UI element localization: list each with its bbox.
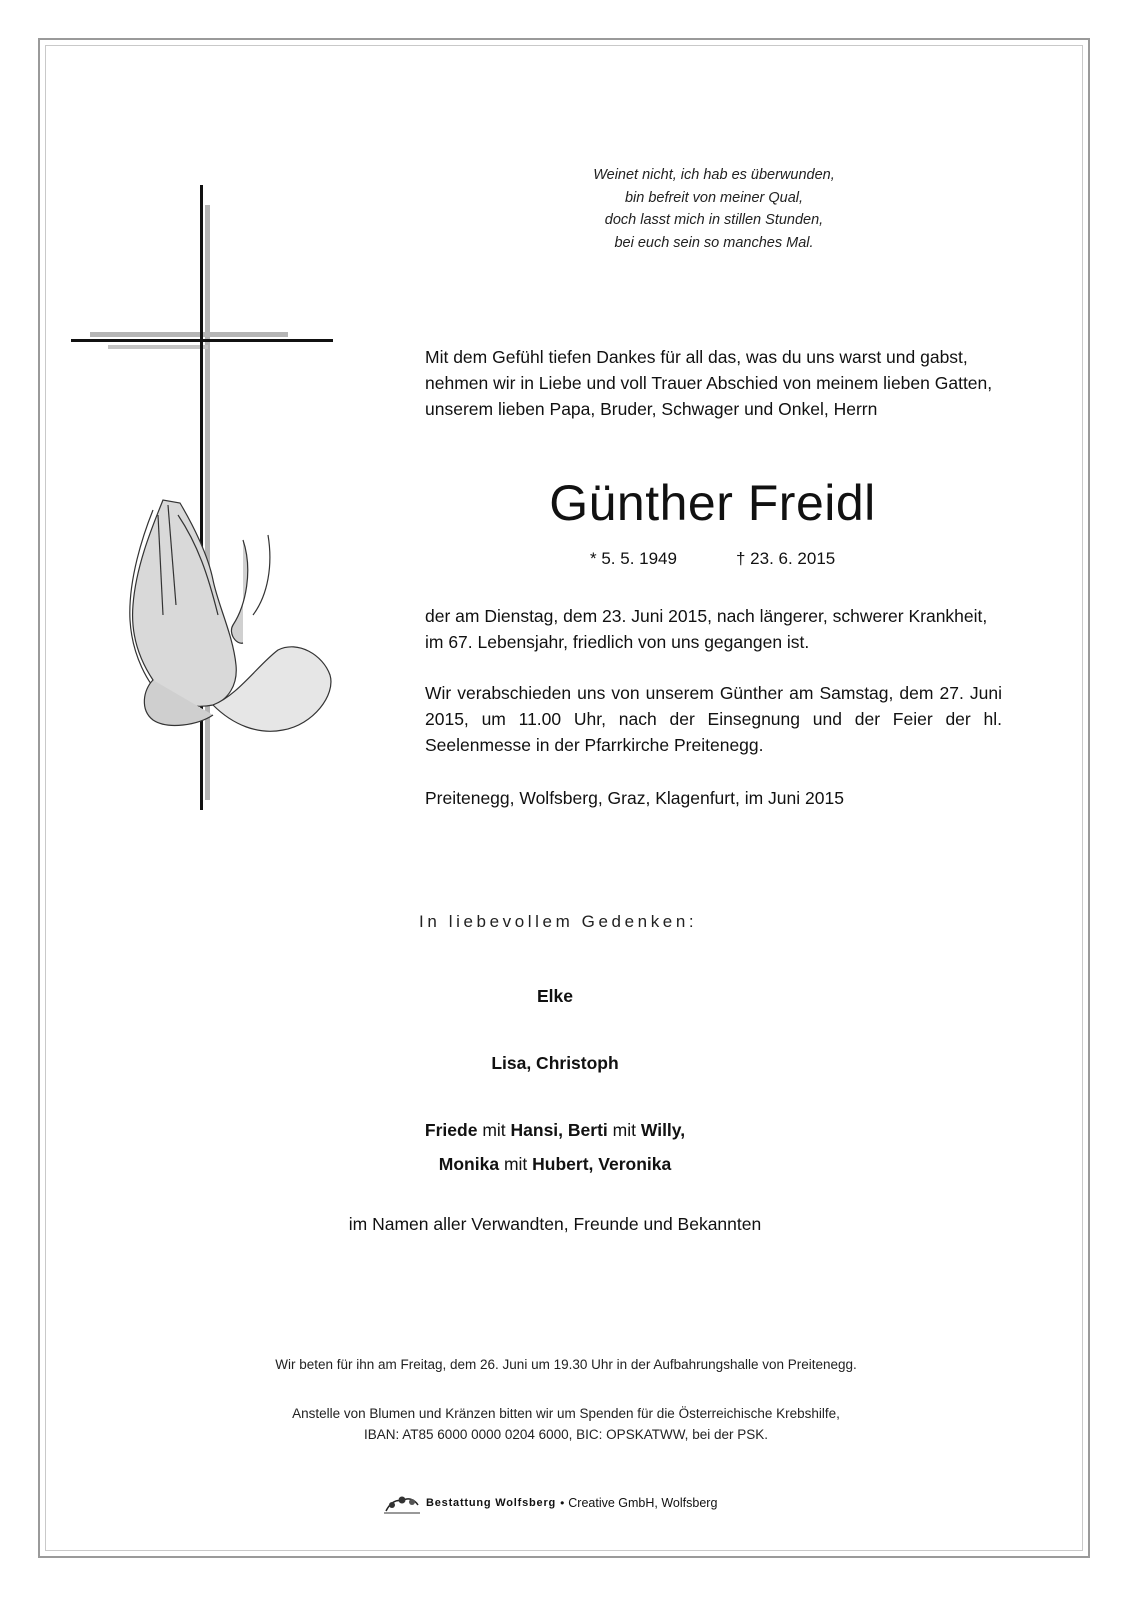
connector: mit bbox=[612, 1120, 636, 1140]
mourner-line: im Namen aller Verwandten, Freunde und Bekannten bbox=[348, 1214, 762, 1234]
poem-line: Weinet nicht, ich hab es überwunden, bbox=[593, 167, 835, 183]
mourner-line: Lisa, Christoph bbox=[491, 1053, 619, 1073]
mourner-name: Friede bbox=[424, 1120, 478, 1140]
funeral-details: Wir verabschieden uns von unserem Günther am Samstag, dem 27. Juni 2015, um 11.00 Uhr, nach der Einsegnung und der Feier der hl. Seelenmesse in der Pfarrkirche Preitenegg. bbox=[425, 683, 1002, 755]
intro-text bbox=[425, 344, 1045, 422]
death-announcement: der am Dienstag, dem 23. Juni 2015, nach längerer, schwerer Krankheit, im 67. Lebensjahr, friedlich von uns gegangen ist. bbox=[425, 606, 988, 652]
mourner-name: Hansi, Berti bbox=[510, 1120, 608, 1140]
deceased-name: Günther Freidl bbox=[549, 475, 876, 531]
company-name: Creative GmbH, Wolfsberg bbox=[568, 1496, 718, 1510]
poem-line: bei euch sein so manches Mal. bbox=[614, 234, 814, 251]
poem bbox=[534, 164, 894, 254]
mourner-name: Hubert, Veronika bbox=[532, 1154, 672, 1174]
bank-details: IBAN: AT85 6000 0000 0204 6000, BIC: OPSKATWW, bei der PSK. bbox=[364, 1427, 768, 1442]
separator: • bbox=[560, 1496, 565, 1510]
funeral-home-name: Bestattung Wolfsberg bbox=[426, 1497, 557, 1509]
mourner-name: Monika bbox=[438, 1154, 500, 1174]
death-date: † 23. 6. 2015 bbox=[736, 549, 836, 568]
donation-note: Anstelle von Blumen und Kränzen bitten wir um Spenden für die Österreichische Krebshilfe, bbox=[292, 1406, 840, 1421]
cross-with-praying-hands-icon bbox=[68, 185, 338, 815]
mourner-line: Elke bbox=[537, 986, 573, 1006]
prayer-note: Wir beten für ihn am Freitag, dem 26. Juni um 19.30 Uhr in der Aufbahrungshalle von Preitenegg. bbox=[275, 1357, 857, 1372]
mourners-heading: In liebevollem Gedenken: bbox=[419, 912, 698, 931]
place-and-date: Preitenegg, Wolfsberg, Graz, Klagenfurt, im Juni 2015 bbox=[425, 788, 844, 808]
mourner-name: Willy, bbox=[640, 1120, 686, 1140]
poem-line: doch lasst mich in stillen Stunden, bbox=[604, 212, 824, 228]
intro-line: unserem lieben Papa, Bruder, Schwager und Onkel, Herrn bbox=[425, 399, 878, 419]
intro-line: Mit dem Gefühl tiefen Dankes für all das, was du uns warst und gabst, bbox=[425, 347, 968, 367]
footer bbox=[382, 1488, 717, 1518]
mourner-line bbox=[300, 1152, 810, 1176]
funeral-home-logo-icon bbox=[382, 1489, 422, 1517]
connector: mit bbox=[503, 1154, 528, 1174]
connector: mit bbox=[482, 1120, 506, 1140]
birth-date: * 5. 5. 1949 bbox=[590, 549, 677, 568]
intro-line: nehmen wir in Liebe und voll Trauer Abschied von meinem lieben Gatten, bbox=[425, 373, 993, 393]
poem-line: bin befreit von meiner Qual, bbox=[624, 189, 804, 206]
mourner-line bbox=[300, 1118, 810, 1142]
